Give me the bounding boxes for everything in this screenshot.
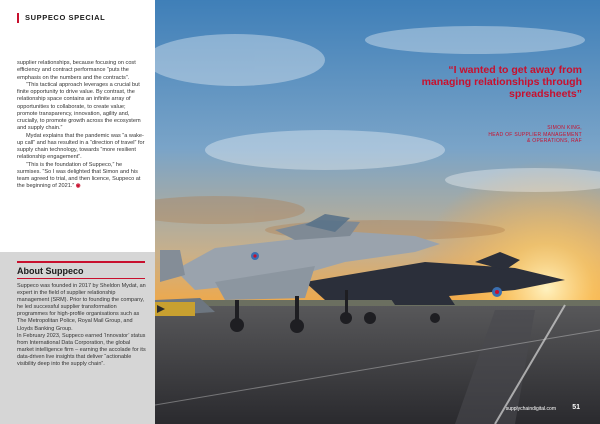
article-body xyxy=(17,60,145,191)
article-paragraph: supplier relationships, because focusing on cost efficiency and contract performance “puts the emphasis on the numbers and the contracts”. xyxy=(17,60,136,81)
jet-photo xyxy=(155,0,600,424)
attribution-role: & OPERATIONS, RAF xyxy=(526,138,582,144)
end-of-article-icon: ◉ xyxy=(75,183,81,190)
about-paragraph: In February 2023, Suppeco earned ‘Innovator’ status from International Data Corporation, the global market intelligence firm – earning the accolade for its data-driven live insights that deliver “actionable visibility deep into the supply chain”. xyxy=(17,332,146,368)
about-top-rule xyxy=(17,261,145,263)
about-box xyxy=(0,252,155,424)
footer-website: supplychaindigital.com xyxy=(505,406,556,412)
article-column xyxy=(0,0,155,424)
article-paragraph-text: “This is the foundation of Suppeco,” he surmises. “So I was delighted that Simon and his team agreed to trial, and then licence, Suppeco at the beginning of 2021.” xyxy=(17,161,141,190)
about-body xyxy=(17,283,147,368)
about-bottom-rule xyxy=(17,278,145,279)
article-paragraph: “This tactical approach leverages a crucial but finite opportunity to drive value. By contrast, the relationship space contains an infinite array of opportunities to collaborate, to create value; promote transparency, innovation, agility and, crucially, to promote growth across the ecosystem and supply chain.” xyxy=(17,81,141,132)
page-number: 51 xyxy=(572,404,580,411)
article-paragraph: Mydat explains that the pandemic was “a wake-up call” and has resulted in a “direction of travel” for supply chain technology, towards “more resilient relationship engagement”. xyxy=(17,132,145,161)
quote-attribution xyxy=(442,125,582,145)
attribution-role: HEAD OF SUPPLIER MANAGEMENT xyxy=(488,131,582,138)
attribution-name: SIMON KING, xyxy=(547,125,582,131)
about-title: About Suppeco xyxy=(17,266,84,276)
about-paragraph: Suppeco was founded in 2017 by Sheldon Mydat, an expert in the field of supplier relationship management (SRM). Prior to founding the company, he led successful supplier transformation programmes for high-profile organisations such as The Metropolitan Police, Royal Mail Group, and Lloyds Banking Group. xyxy=(17,283,146,332)
pull-quote: “I wanted to get away from managing relationships through spreadsheets” xyxy=(421,64,582,100)
section-accent-bar xyxy=(17,13,19,23)
section-label: SUPPECO SPECIAL xyxy=(25,13,106,22)
article-paragraph xyxy=(17,162,145,191)
